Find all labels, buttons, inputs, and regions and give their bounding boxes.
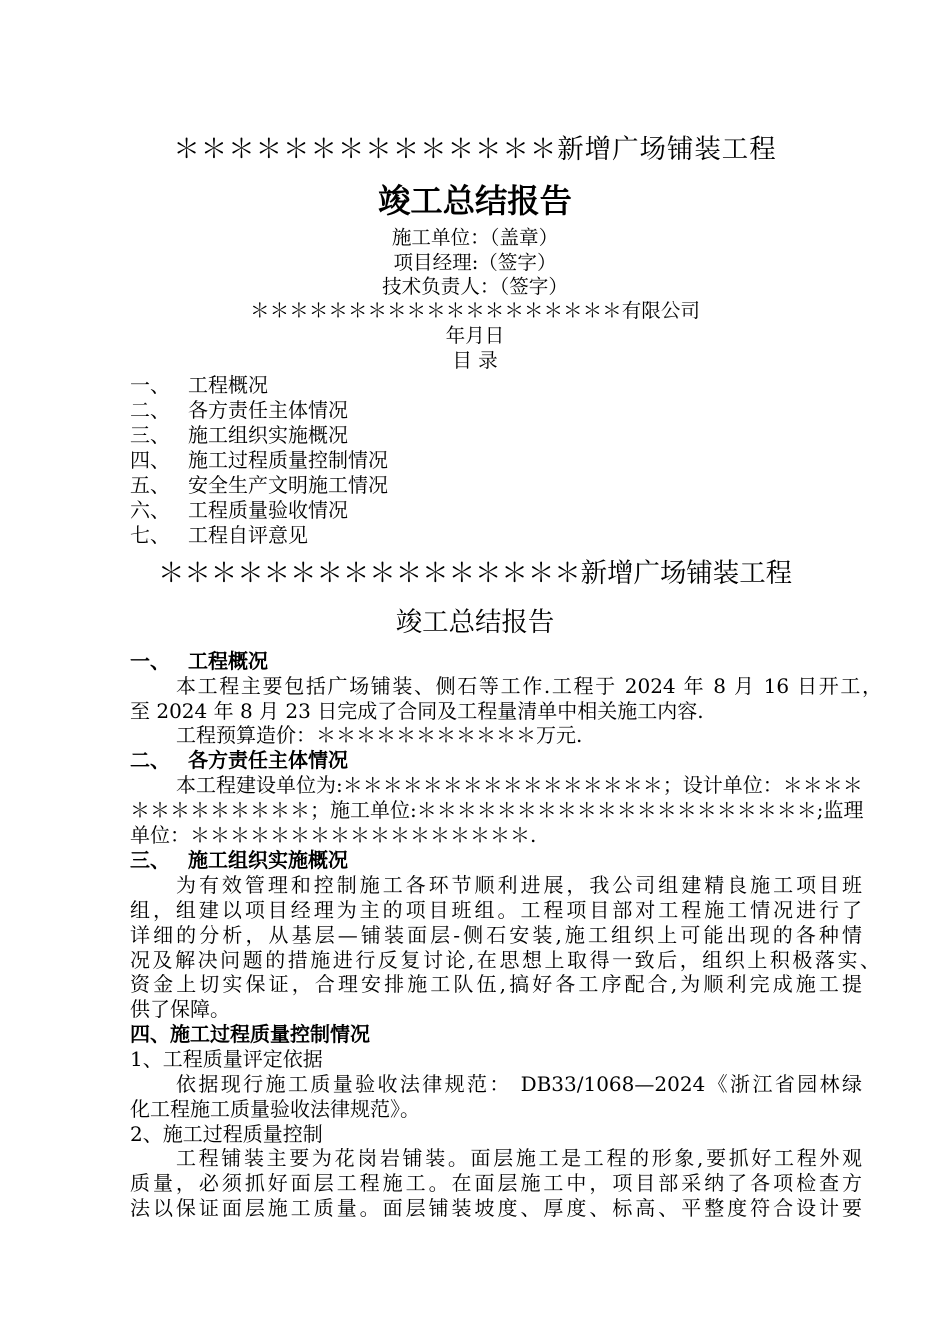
paragraph-line: 详细的分析，从基层—铺装面层-侧石安装,施工组织上可能出现的各种情 <box>130 923 862 947</box>
section-heading: 一、 工程概况 <box>130 649 268 673</box>
paragraph-line: 供了保障。 <box>130 997 230 1021</box>
paragraph-line: 依据现行施工质量验收法律规范： DB33/1068—2024《浙江省园林绿 <box>176 1072 862 1096</box>
paragraph-line: 为有效管理和控制施工各环节顺利进展，我公司组建精良施工项目班 <box>176 873 862 897</box>
subsection-heading: 2、施工过程质量控制 <box>130 1122 323 1146</box>
body-project-title: ＊＊＊＊＊＊＊＊＊＊＊＊＊＊＊＊新增广场铺装工程 <box>157 558 793 589</box>
toc-item: 二、 各方责任主体情况 <box>130 398 348 422</box>
toc-item: 一、 工程概况 <box>130 373 268 397</box>
section-heading: 三、 施工组织实施概况 <box>130 848 348 872</box>
paragraph-line: 资金上切实保证，合理安排施工队伍,搞好各工序配合,为顺利完成施工提 <box>130 972 862 996</box>
paragraph-line: ＊＊＊＊＊＊＊＊＊；施工单位:＊＊＊＊＊＊＊＊＊＊＊＊＊＊＊＊＊＊＊＊;监理 <box>130 798 864 822</box>
company-line: ＊＊＊＊＊＊＊＊＊＊＊＊＊＊＊＊＊＊＊有限公司 <box>250 299 700 322</box>
paragraph-line: 组，组建以项目经理为主的项目班组。工程项目部对工程施工情况进行了 <box>130 898 862 922</box>
section-heading: 二、 各方责任主体情况 <box>130 748 348 772</box>
paragraph-line: 化工程施工质量验收法律规范》。 <box>130 1097 420 1121</box>
toc-item: 三、 施工组织实施概况 <box>130 423 348 447</box>
technical-lead-line: 技术负责人：（签字） <box>382 275 568 298</box>
paragraph-line: 法以保证面层施工质量。面层铺装坡度、厚度、标高、平整度符合设计要 <box>130 1196 862 1220</box>
toc-heading: 目 录 <box>452 349 498 372</box>
construction-unit-line: 施工单位：（盖章） <box>391 226 559 249</box>
cover-project-title: ＊＊＊＊＊＊＊＊＊＊＊＊＊＊新增广场铺装工程 <box>173 134 777 165</box>
paragraph-line: 本工程建设单位为:＊＊＊＊＊＊＊＊＊＊＊＊＊＊＊＊；设计单位：＊＊＊＊ <box>176 773 863 797</box>
paragraph-line: 至 2024 年 8 月 23 日完成了合同及工程量清单中相关施工内容. <box>130 699 704 723</box>
toc-item: 七、 工程自评意见 <box>130 523 308 547</box>
paragraph-line: 单位：＊＊＊＊＊＊＊＊＊＊＊＊＊＊＊＊＊. <box>130 823 537 847</box>
paragraph-line: 本工程主要包括广场铺装、侧石等工作.工程于 2024 年 8 月 16 日开工， <box>176 674 882 698</box>
toc-item: 五、 安全生产文明施工情况 <box>130 473 388 497</box>
paragraph-line: 工程预算造价：＊＊＊＊＊＊＊＊＊＊＊万元. <box>176 723 583 747</box>
date-line: 年月日 <box>445 324 505 347</box>
toc-item: 四、 施工过程质量控制情况 <box>130 448 388 472</box>
paragraph-line: 况及解决问题的措施进行反复讨论,在思想上取得一致后，组织上积极落实、 <box>130 948 880 972</box>
paragraph-line: 质量，必须抓好面层工程施工。在面层施工中，项目部采纳了各项检查方 <box>130 1171 862 1195</box>
subsection-heading: 1、工程质量评定依据 <box>130 1047 323 1071</box>
cover-report-title: 竣工总结报告 <box>378 182 572 220</box>
project-manager-line: 项目经理:（签字） <box>393 251 557 274</box>
section-heading: 四、施工过程质量控制情况 <box>130 1022 370 1046</box>
toc-item: 六、 工程质量验收情况 <box>130 498 348 522</box>
body-report-title: 竣工总结报告 <box>395 607 555 638</box>
paragraph-line: 工程铺装主要为花岗岩铺装。面层施工是工程的形象,要抓好工程外观 <box>176 1146 862 1170</box>
